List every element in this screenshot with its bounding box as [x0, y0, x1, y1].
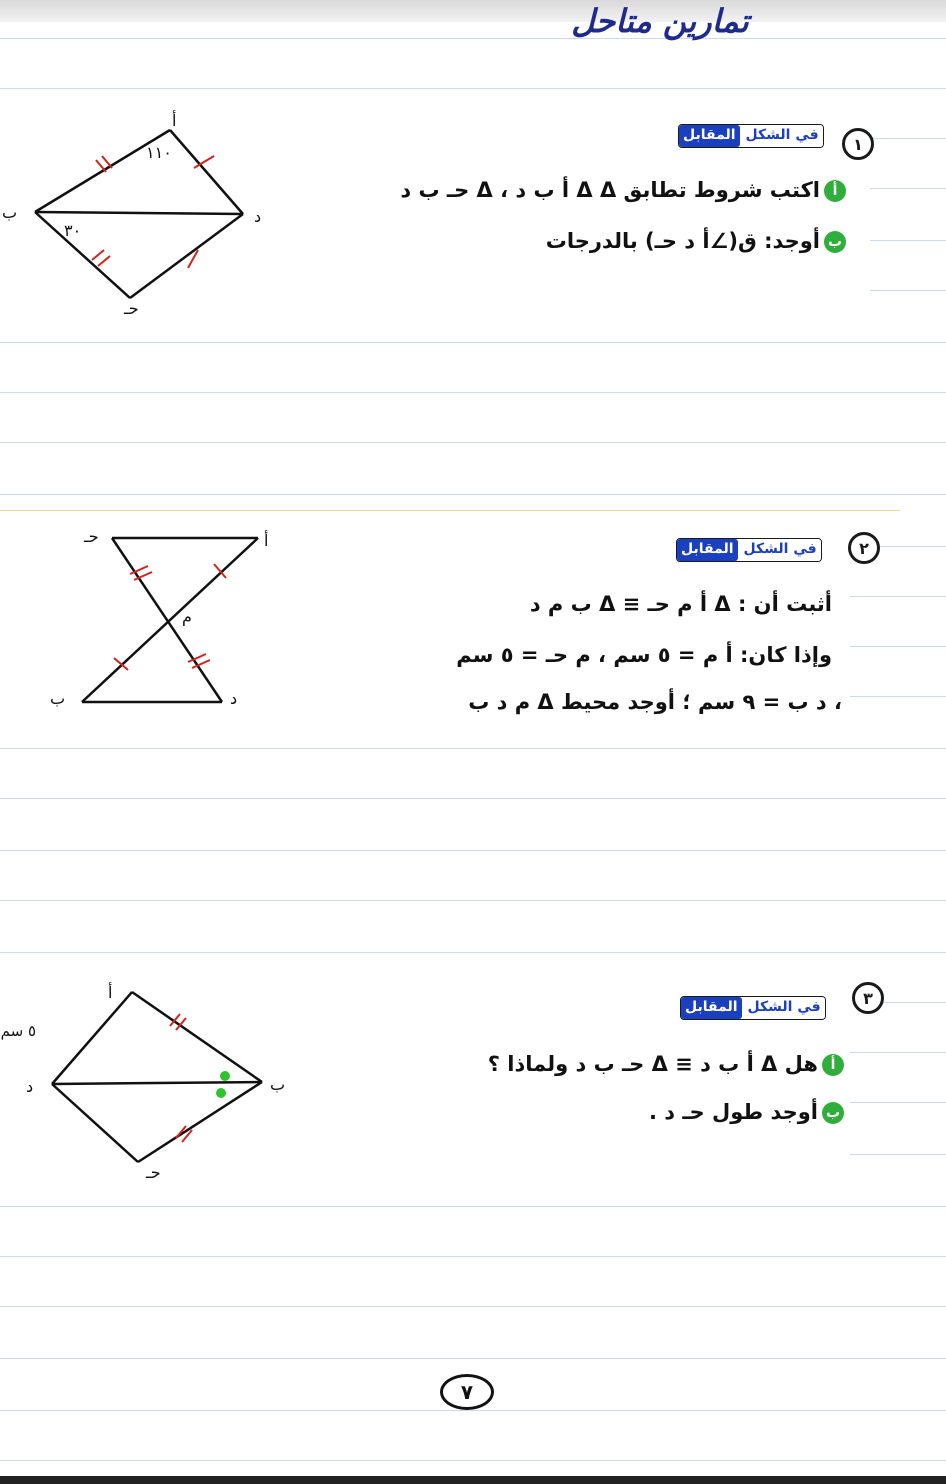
vertex-label: م [182, 607, 192, 626]
figure-label [680, 996, 826, 1020]
vertex-label: ب [270, 1075, 286, 1094]
question-number: ٢ [848, 532, 880, 564]
figure-label-highlight: المقابل [681, 997, 742, 1019]
figure-label-text: في الشكل [740, 539, 821, 561]
rule-line [870, 138, 946, 139]
figure-1 [0, 100, 290, 320]
rule-line [0, 510, 900, 511]
question-text: اكتب شروط تطابق Δ Δ أ ب د ، Δ حـ ب د [400, 178, 820, 202]
side-length-label: ٥ سم [0, 1022, 36, 1040]
rule-line [0, 442, 946, 443]
question-text: أوجد طول حـ د . [649, 1100, 818, 1124]
rule-line [870, 546, 946, 547]
figure-label-highlight: المقابل [679, 125, 740, 147]
vertex-label: أ [172, 111, 177, 130]
question-text: أوجد: ق(∠أ د حـ) بالدرجات [545, 229, 820, 253]
question-line: وإذا كان: أ م = ٥ سم ، م حـ = ٥ سم [456, 643, 832, 667]
bottom-bar [0, 1476, 946, 1484]
rule-line [850, 1052, 946, 1053]
rule-line [0, 1256, 946, 1257]
rule-line [0, 900, 946, 901]
rule-line [0, 748, 946, 749]
rule-line [0, 1206, 946, 1207]
question-line [546, 229, 846, 253]
vertex-label: حـ [84, 527, 99, 546]
sub-item-badge: أ [822, 1054, 844, 1076]
rule-line [0, 1306, 946, 1307]
question-line: ، د ب = ٩ سم ؛ أوجد محيط Δ م د ب [468, 690, 842, 714]
rule-line [850, 596, 946, 597]
sub-item-badge: أ [824, 180, 846, 202]
figure-label-highlight: المقابل [677, 539, 738, 561]
question-line [400, 178, 846, 202]
vertex-label: د [230, 689, 238, 708]
rule-line [0, 38, 946, 39]
rule-line [870, 188, 946, 189]
figure-2 [40, 520, 290, 720]
angle-label: ١١٠ [146, 143, 172, 162]
rule-line [870, 240, 946, 241]
angle-label: ٣٠ [64, 221, 82, 240]
sub-item-badge: ب [824, 231, 846, 253]
rule-line [0, 342, 946, 343]
rule-line [0, 952, 946, 953]
page-title: تمارين متاحل [571, 2, 749, 40]
vertex-label: أ [264, 531, 269, 550]
sub-item-badge: ب [822, 1102, 844, 1124]
question-line [649, 1100, 844, 1124]
vertex-label: ب [50, 689, 66, 708]
vertex-label: ب [2, 203, 18, 222]
rule-line [0, 850, 946, 851]
rule-line [850, 1154, 946, 1155]
rule-line [850, 696, 946, 697]
rule-line [0, 798, 946, 799]
vertex-label: د [26, 1077, 34, 1096]
vertex-label: حـ [146, 1163, 161, 1182]
rule-line [0, 1358, 946, 1359]
angle-marker [220, 1071, 230, 1081]
rule-line [850, 646, 946, 647]
rule-line [0, 392, 946, 393]
vertex-label: حـ [124, 299, 139, 318]
figure-label [676, 538, 822, 562]
question-number: ١ [842, 128, 874, 160]
rule-line [850, 1102, 946, 1103]
figure-3 [0, 970, 300, 1190]
figure-label [678, 124, 824, 148]
rule-line [0, 1460, 946, 1461]
page-number: ٧ [440, 1374, 494, 1410]
rule-line [870, 290, 946, 291]
angle-marker [216, 1088, 226, 1098]
figure-label-text: في الشكل [742, 125, 823, 147]
vertex-label: أ [108, 983, 113, 1002]
figure-label-text: في الشكل [744, 997, 825, 1019]
rule-line [0, 494, 946, 495]
vertex-label: د [254, 207, 262, 226]
question-line: أثبت أن : Δ أ م حـ ≡ Δ ب م د [529, 592, 832, 616]
top-bar [0, 0, 946, 22]
question-line [488, 1052, 844, 1076]
question-text: هل Δ أ ب د ≡ Δ حـ ب د ولماذا ؟ [487, 1052, 818, 1076]
question-number: ٣ [852, 982, 884, 1014]
rule-line [0, 1410, 946, 1411]
rule-line [0, 88, 946, 89]
